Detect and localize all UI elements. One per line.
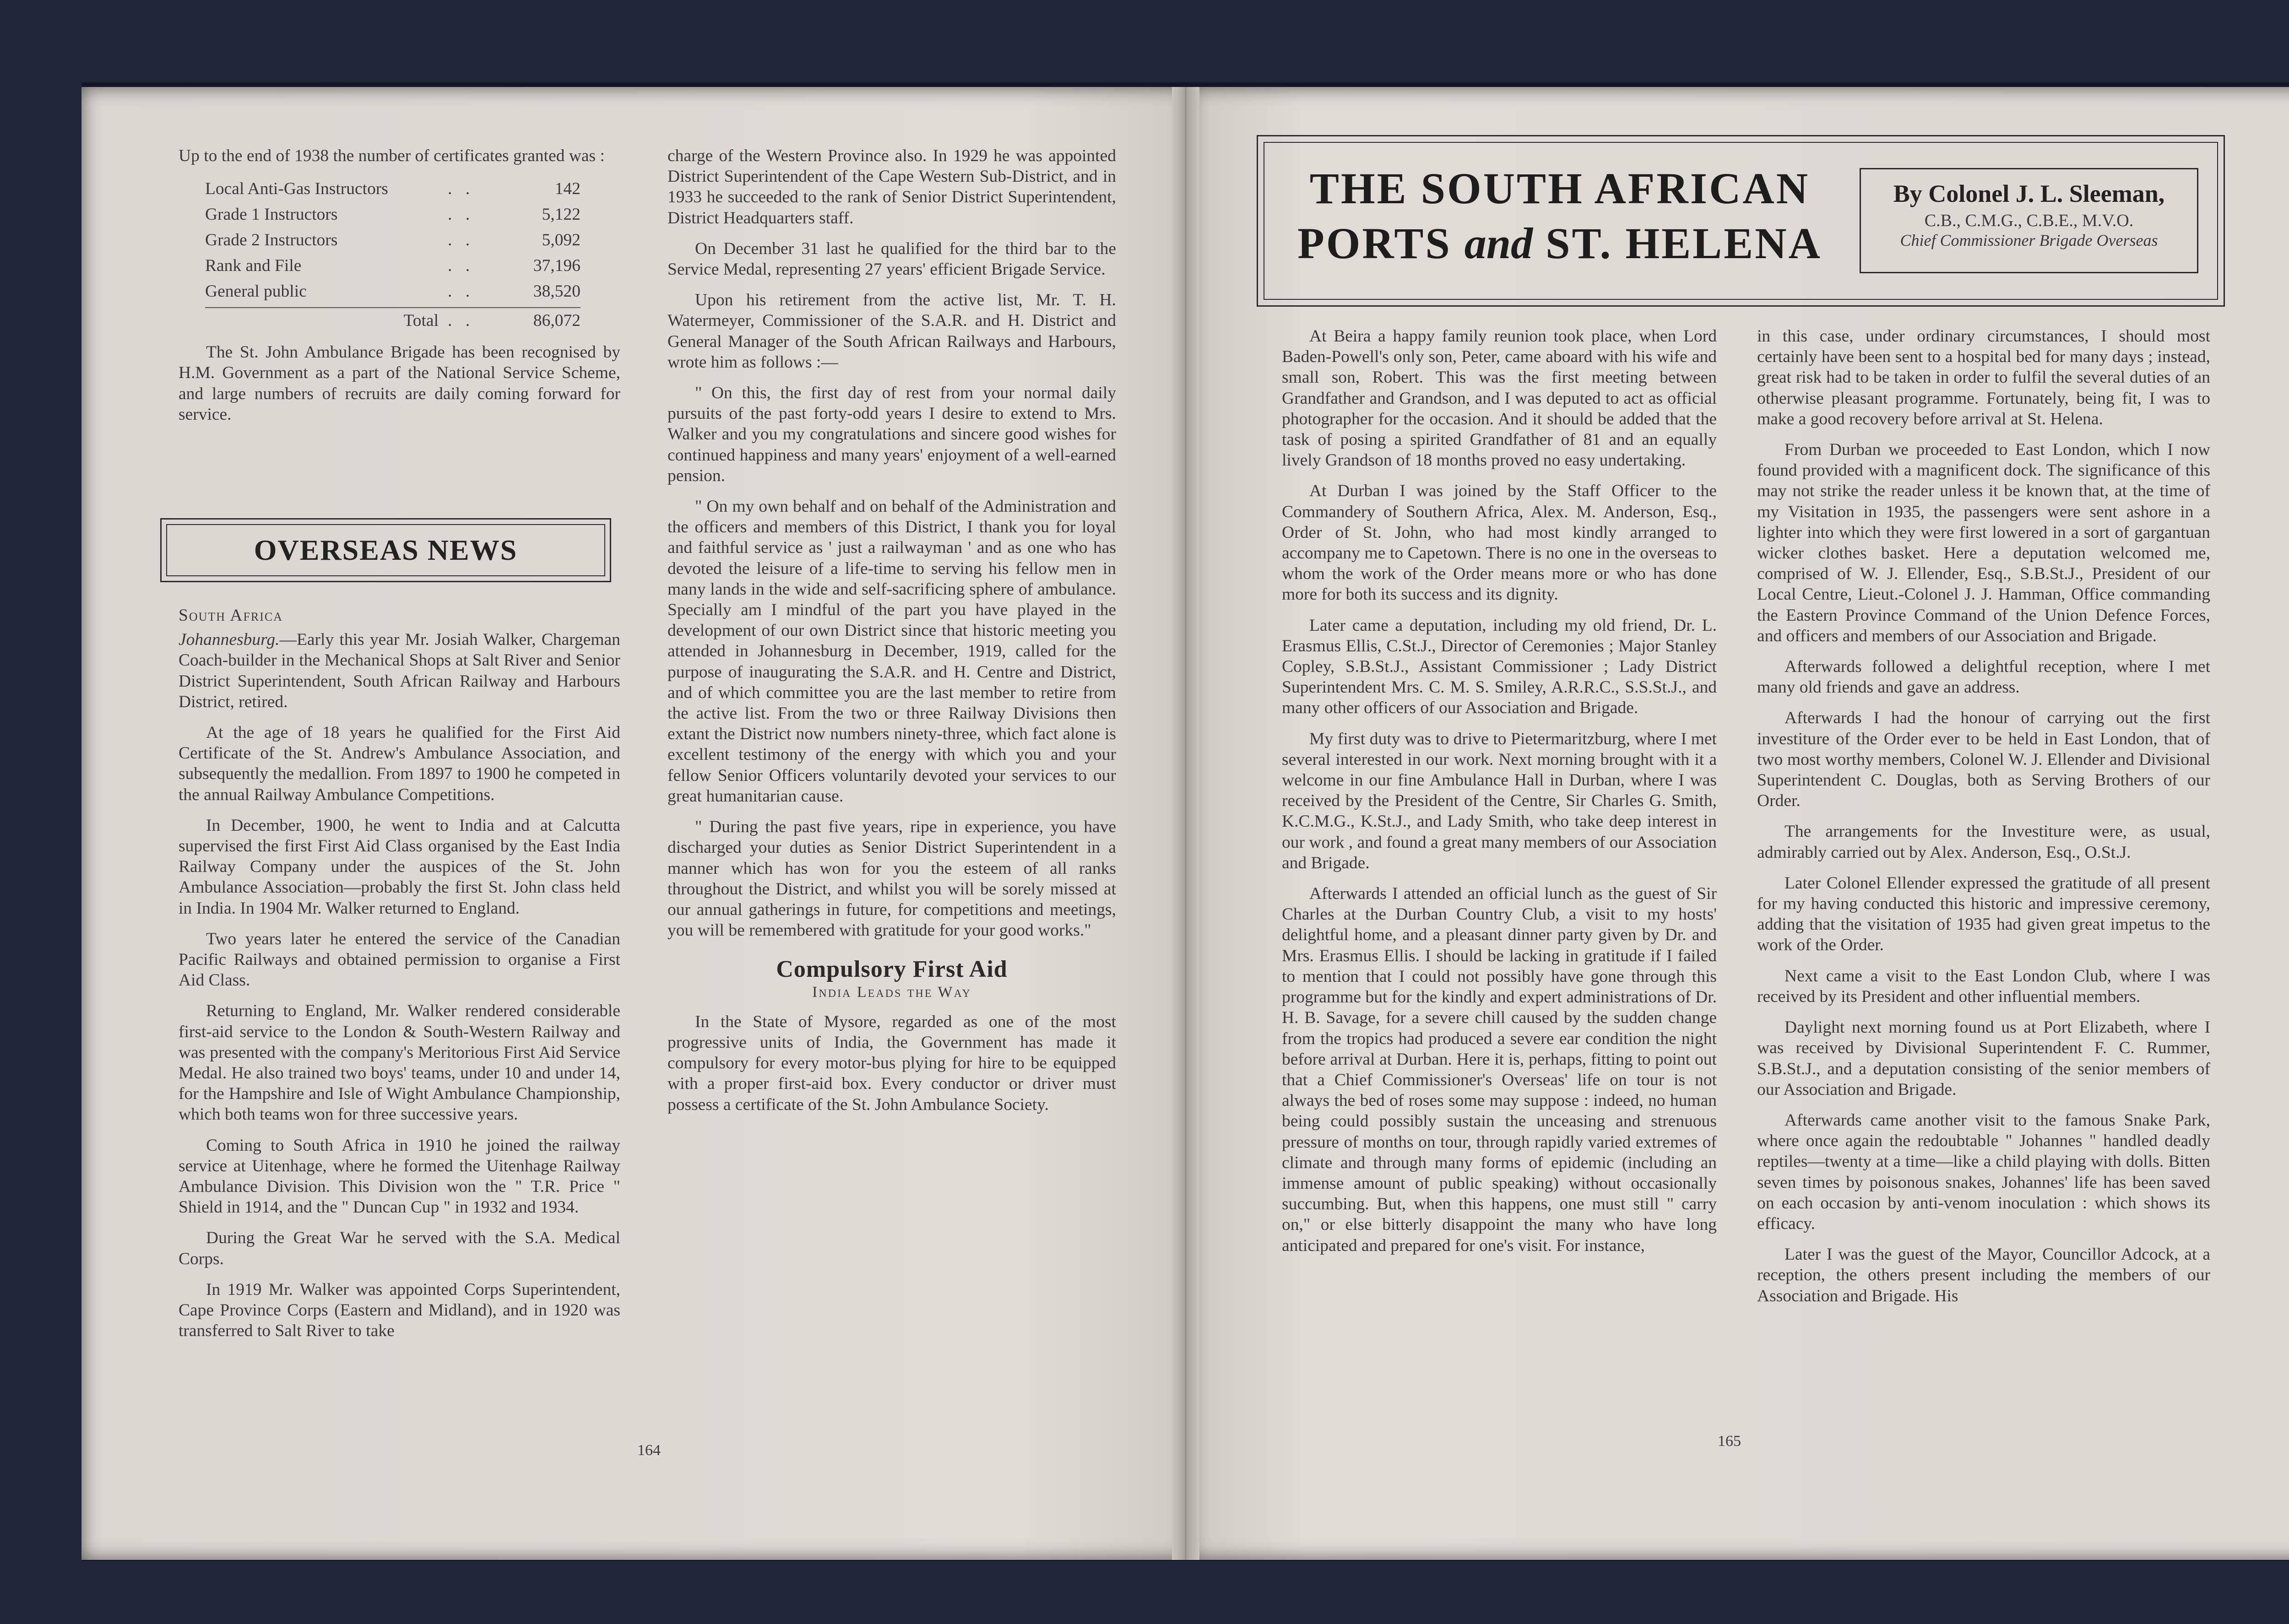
certificates-total-value: 86,072 [533,311,580,330]
headline-line-1: THE SOUTH AFRICAN [1309,164,1810,213]
leader-dots: . . [448,282,475,301]
certificates-row [205,279,580,304]
byline-box [1860,168,2198,273]
certificates-intro: Up to the end of 1938 the number of certificates granted was : [179,146,605,165]
r-col2-para-4: The arrangements for the Investiture were, as usual, admirably carried out by Alex. Anderson, Esq., O.St.J. [1757,822,2210,862]
r-col2-para-5: Later Colonel Ellender expressed the gratitude of all present for my having conducted this historic and impressive ceremony, adding that the visitation of 1935 had given great impetus to the work of the Order. [1757,873,2210,955]
certificates-row [205,176,580,202]
certificates-row-value: 5,092 [542,231,580,250]
leader-dots: . . [448,205,475,224]
brigade-paragraph: The St. John Ambulance Brigade has been recognised by H.M. Government as a part of the National Service Scheme, and large numbers of recruits are daily coming forward for service. [179,343,620,424]
certificates-total-label: Total [403,311,439,330]
certificates-total-row [205,307,580,334]
col1-para-5: Coming to South Africa in 1910 he joined the railway service at Uitenhage, where he formed the Uitenhage Railway Ambulance Division. This Division won the " T.R. Price " Shield in 1914, and the " Duncan Cup " in 1932 and 1934. [179,1136,620,1217]
left-column-1-lower [179,605,620,1352]
left-column-2 [667,146,1116,1125]
certificates-row [205,253,580,279]
r-col1-para-2: Later came a deputation, including my old friend, Dr. L. Erasmus Ellis, C.St.J., Director of Ceremonies ; Major Stanley Copley, S.B.St.J., Assistant Commissioner ; Lady District Superintendent Mrs. C. M. S. Smiley, A.R.R.C., S.S.St.J., and many other officers of our Association and Brigade. [1282,616,1717,718]
col1-para-4: Returning to England, Mr. Walker rendered considerable first-aid service to the London & South-Western Railway and was presented with the company's Meritorious First Aid Service Medal. He also trained two boys' teams, under 10 and under 14, for the Hampshire and Isle of Wight Ambulance Championship, which both teams won for three successive years. [179,1001,620,1124]
overseas-news-title: OVERSEAS NEWS [166,524,605,576]
certificates-table [205,176,580,334]
leader-dots: . . [448,231,475,250]
headline-and: and [1464,219,1533,268]
byline-author: By Colonel J. L. Sleeman, [1893,180,2165,207]
article-header-box [1257,135,2225,307]
r-col1-para-3: My first duty was to drive to Pietermaritzburg, where I met several interested in our work. Next morning brought with it a welcome in our fine Ambulance Hall in Durban, where I was received by the President of the Centre, Sir Charles G. Smith, K.C.M.G., K.St.J., and Lady Smith, who take deep interest in our work , and found a great many members of our Association and Brigade. [1282,729,1717,872]
article-headline [1283,161,1837,271]
col1-para-6: During the Great War he served with the S.A. Medical Corps. [179,1229,620,1268]
headline-line-2 [1283,216,1837,271]
col2-para-1: On December 31 last he qualified for the third bar to the Service Medal, representing 27 years' efficient Brigade Service. [667,239,1116,279]
leader-dots: . . [448,256,475,276]
compulsory-paragraph: In the State of Mysore, regarded as one of the most progressive units of India, the Government has made it compulsory for every motor-bus plying for hire to be equipped with a proper first-aid box. Every conductor or driver must possess a certificate of the St. John Ambulance Society. [667,1012,1116,1114]
certificates-row-value: 5,122 [542,205,580,224]
right-column-1 [1282,326,1717,1266]
byline-credentials: C.B., C.M.G., C.B.E., M.V.O. [1924,211,2134,230]
certificates-row-label: Rank and File [205,256,302,276]
region-heading: South Africa [179,606,283,625]
certificates-row-value: 37,196 [533,256,580,276]
leader-dots: . . [448,311,475,330]
r-col2-para-3: Afterwards I had the honour of carrying out the first investiture of the Order ever to be held in East London, that of two most worthy members, Colonel W. J. Ellender and Divisional Superintendent C. Douglas, both as Serving Brothers of our Order. [1757,709,2210,811]
johannesburg-paragraph [179,629,620,712]
col1-para-3: Two years later he entered the service of the Canadian Pacific Railways and obtained permission to organise a First Aid Class. [179,929,620,990]
col2-para-4: " On my own behalf and on behalf of the Administration and the officers and members of this District, I thank you for loyal and faithful service as ' just a railwayman ' and as one who has devoted the leisure of a life-time to serving his fellow men in many lands in the wide and self-sacrificing sphere of ambulance. Specially am I mindful of the part you have played in the development of our own District since that historic meeting you attended in Johannesburg in December, 1919, called for the purpose of inaugurating the S.A.R. and H. Centre and District, and of which committee you are the last member to retire from the active list. From the two or three Railway Divisions then extant the District now numbers ninety-three, which fact alone is excellent testimony of the energy with which you and your fellow Senior Officers voluntarily devoted your services to our great humanitarian cause. [667,497,1116,806]
compulsory-first-aid-title: Compulsory First Aid [776,956,1008,983]
certificates-row-value: 38,520 [533,282,580,301]
byline-role: Chief Commissioner Brigade Overseas [1900,231,2158,249]
r-col2-para-6: Next came a visit to the East London Club, where I was received by its President and other influential members. [1757,966,2210,1006]
r-col2-para-2: Afterwards followed a delightful reception, where I met many old friends and gave an address. [1757,657,2210,697]
col1-para-1: At the age of 18 years he qualified for the First Aid Certificate of the St. Andrew's Ambulance Association, and subsequently the medallion. From 1897 to 1900 he competed in the annual Railway Ambulance Competitions. [179,723,620,804]
page-number-left: 164 [637,1442,661,1459]
r-col1-para-0: At Beira a happy family reunion took place, when Lord Baden-Powell's only son, Peter, came aboard with his wife and small son, Robert. This was the first meeting between Grandfather and Grandson, and I was deputed to act as official photographer for the occasion. And it should be added that the task of posing a spirited Grandfather of 81 and an equally lively Grandson of 18 months proved no easy undertaking. [1282,327,1717,470]
r-col1-para-1: At Durban I was joined by the Staff Officer to the Commandery of Southern Africa, Alex. M. Anderson, Esq., Order of St. John, who had most kindly arranged to accompany me to Capetown. There is no one in the overseas to whom the work of the Order means more or who has done more for both its success and its dignity. [1282,482,1717,604]
certificates-row [205,227,580,253]
right-column-2 [1757,326,2210,1316]
leader-dots: . . [448,179,475,199]
certificates-row-label: Grade 2 Instructors [205,231,338,250]
certificates-row-label: General public [205,282,307,301]
headline-ports: PORTS [1297,219,1452,268]
page-number-right: 165 [1718,1433,1741,1450]
article-header-inner [1264,142,2218,300]
r-col2-para-8: Afterwards came another visit to the famous Snake Park, where once again the redoubtable " Johannes " handled deadly reptiles—twenty at a time—like a child playing with dolls. Bitten seven times by poisonous snakes, Johannes' life has been saved on each occasion by anti-venom inoculation : which shows its efficacy. [1757,1110,2210,1233]
col1-para-0: —Early this year Mr. Josiah Walker, Chargeman Coach-builder in the Mechanical Shops at Salt River and Senior District Superintendent, South African Railway and Harbours District, retired. [179,630,620,711]
col1-para-7: In 1919 Mr. Walker was appointed Corps Superintendent, Cape Province Corps (Eastern and Midland), and in 1920 was transferred to Salt River to take [179,1280,620,1341]
r-col2-para-1: From Durban we proceeded to East London, which I now found provided with a magnificent dock. The significance of this may not strike the reader unless it be known that, at the time of my Visitation in 1935, the passengers were sent ashore in a lighter into which they were first lowered in a sort of gargantuan wicker clothes basket. Here a deputation welcomed me, comprised of W. J. Ellender, Esq., S.B.St.J., President of our Local Centre, Lieut.-Colonel J. J. Hamman, Office commanding the Eastern Province Command of the Union Defence Forces, and officers and members of our Association and Brigade. [1757,440,2210,645]
r-col1-para-4: Afterwards I attended an official lunch as the guest of Sir Charles at the Durban Country Club, a visit to my hosts' delightful home, and a pleasant dinner party given by Dr. and Mrs. Erasmus Ellis. I should be lacking in gratitude if I failed to mention that I could not possibly have gone through this programme but for the kindly and expert administrations of Dr. H. B. Savage, for a severe chill caused by the sudden change from the tropics had produced a severe ear condition the night before arrival at Durban. Here it is, perhaps, fitting to point out that a Chief Commissioner's Overseas' life on tour is not always the bed of roses some may suppose : indeed, no human being could possibly sustain the unceasing and strenuous pressure of months on tour, through rapidly varied extremes of climate and through many forms of epidemic (including an immense amount of public speaking) without occasionally succumbing. But, when this happens, one must still " carry on," or else bitterly disappoint the many who have long anticipated and prepared for one's visit. For instance, [1282,884,1717,1255]
col2-para-5: " During the past five years, ripe in experience, you have discharged your duties as Senior District Superintendent in a manner which has won for you the esteem of all ranks throughout the District, and whilst you will be sorely missed at our annual gatherings in future, for competitions and meetings, you will be remembered with gratitude for your good works." [667,817,1116,940]
col2-para-3: " On this, the first day of rest from your normal daily pursuits of the past forty-odd years I desire to extend to Mrs. Walker and you my congratulations and sincere good wishes for continued happiness and many years' enjoyment of a well-earned pension. [667,384,1116,485]
col2-para-0: charge of the Western Province also. In 1929 he was appointed District Superintendent of the Cape Western Sub-District, and in 1933 he succeeded to the rank of Senior District Superintendent, District Headquarters staff. [667,146,1116,227]
overseas-news-header-box [160,518,611,582]
r-col2-para-9: Later I was the guest of the Mayor, Councillor Adcock, at a reception, the others present including the members of our Association and Brigade. His [1757,1245,2210,1305]
certificates-row [205,202,580,227]
certificates-row-value: 142 [554,179,580,199]
headline-st-helena: ST. HELENA [1546,219,1822,268]
r-col2-para-0: in this case, under ordinary circumstances, I should most certainly have been sent to a hospital bed for many days ; instead, great risk had to be taken in order to fulfil the several duties of an otherwise pleasant programme. Fortunately, being fit, I was to make a good recovery before arrival at St. Helena. [1757,327,2210,428]
r-col2-para-7: Daylight next morning found us at Port Elizabeth, where I was received by Divisional Superintendent F. C. Rummer, S.B.St.J., and a deputation consisting of the senior members of our Association and Brigade. [1757,1018,2210,1099]
col1-para-2: In December, 1900, he went to India and at Calcutta supervised the first First Aid Class organised by the East India Railway Company under the auspices of the St. John Ambulance Association—probably the first St. John class held in India. In 1904 Mr. Walker returned to England. [179,816,620,918]
book-gutter [1172,87,1199,1560]
place-label: Johannesburg. [179,630,280,650]
certificates-row-label: Local Anti-Gas Instructors [205,179,388,199]
compulsory-subtitle: India Leads the Way [812,983,971,1001]
left-column-1 [179,146,620,435]
col2-para-2: Upon his retirement from the active list, Mr. T. H. Watermeyer, Commissioner of the S.A.R. and H. District and General Manager of the South African Railways and Harbours, wrote him as follows :— [667,291,1116,372]
certificates-row-label: Grade 1 Instructors [205,205,338,224]
